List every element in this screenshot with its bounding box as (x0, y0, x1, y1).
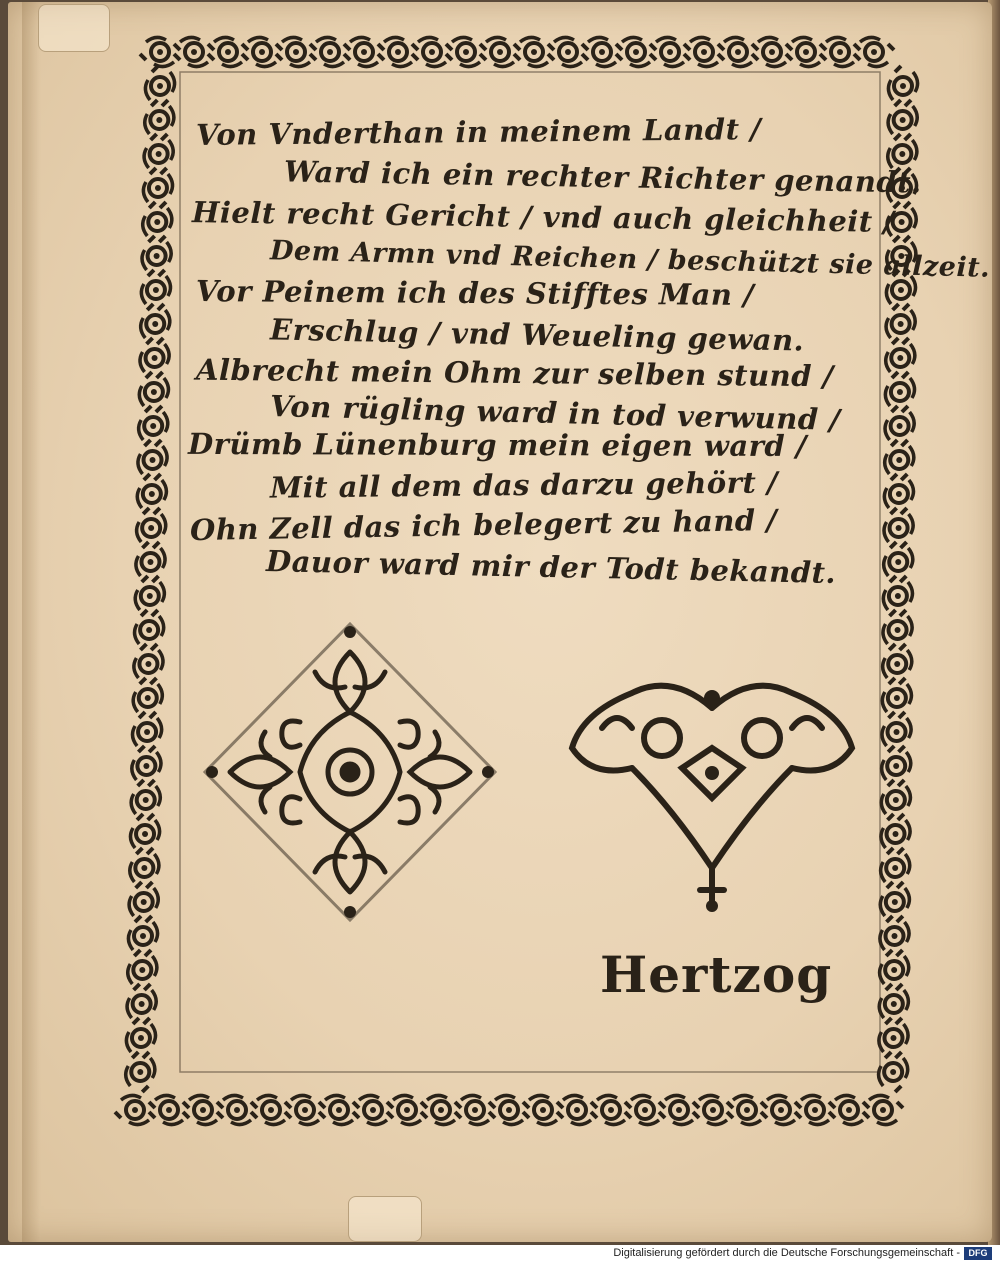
verse-line: Von rügling ward in tod verwund / (269, 389, 841, 437)
verse-line: Dem Armn vnd Reichen / beschützt sie allzeit. (269, 235, 991, 284)
verse-line: Ohn Zell das ich belegert zu hand / (189, 502, 778, 548)
verse-line: Von Vnderthan in meinem Landt / (195, 112, 762, 152)
diamond-arabesque-ornament (190, 612, 510, 932)
verse-line: Dauor ward mir der Todt bekandt. (265, 544, 837, 590)
dfg-logo: DFG (964, 1247, 992, 1260)
verse-line: Mit all dem das darzu gehört / (269, 465, 779, 505)
verse-line: Erschlug / vnd Weueling gewan. (269, 312, 805, 358)
verse-line: Drümb Lünenburg mein eigen ward / (187, 426, 807, 464)
footer-credit: Digitalisierung gefördert durch die Deutsche Forschungsgemeinschaft - (613, 1247, 960, 1259)
footer-bar (0, 1245, 1000, 1264)
catchword: Hertzog (600, 945, 833, 1004)
verse-line: Vor Peinem ich des Stifftes Man / (195, 274, 755, 312)
verse-line: Ward ich ein rechter Richter genandt. (283, 154, 922, 200)
verse-line: Albrecht mein Ohm zur selben stund / (195, 352, 834, 394)
verse-line: Hielt recht Gericht / vnd auch gleichheit / (191, 195, 895, 239)
heart-arabesque-ornament (562, 668, 862, 913)
